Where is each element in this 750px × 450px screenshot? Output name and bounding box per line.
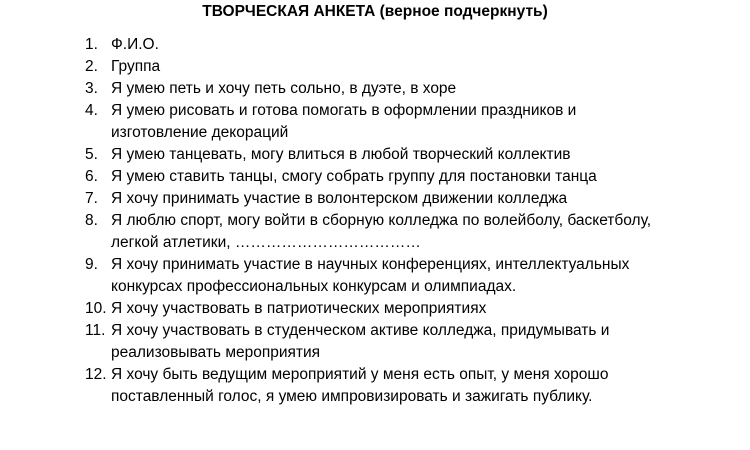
list-item	[85, 100, 735, 144]
item-text-continuation: конкурсах профессиональных конкурсам и олимпиадах.	[111, 278, 517, 295]
questionnaire-list	[85, 34, 735, 408]
item-text: Я умею ставить танцы, смогу собрать группу для постановки танца	[111, 168, 597, 185]
item-text: Я хочу принимать участие в научных конференциях, интеллектуальных	[111, 256, 630, 273]
item-text: Я хочу участвовать в патриотических мероприятиях	[111, 300, 487, 317]
item-number: 9.	[85, 256, 98, 273]
item-text: Ф.И.О.	[111, 36, 159, 53]
item-text: Я хочу быть ведущим мероприятий у меня есть опыт, у меня хорошо	[111, 366, 609, 383]
list-item	[85, 144, 735, 166]
item-text-continuation: легкой атлетики, ………………………………	[111, 234, 421, 251]
list-item	[85, 210, 735, 254]
item-text-continuation: реализовывать мероприятия	[111, 344, 321, 361]
item-number: 2.	[85, 58, 98, 75]
list-item	[85, 320, 735, 364]
list-item	[85, 188, 735, 210]
item-text: Группа	[111, 58, 161, 75]
item-text: Я умею танцевать, могу влиться в любой творческий коллектив	[111, 146, 571, 163]
item-text: Я умею петь и хочу петь сольно, в дуэте, в хоре	[111, 80, 457, 97]
item-text-continuation: поставленный голос, я умею импровизировать и зажигать публику.	[111, 388, 593, 405]
list-item	[85, 56, 735, 78]
item-number: 3.	[85, 80, 98, 97]
item-number: 11.	[85, 322, 106, 339]
list-item	[85, 78, 735, 100]
list-item	[85, 34, 735, 56]
item-number: 6.	[85, 168, 98, 185]
item-text: Я люблю спорт, могу войти в сборную колледжа по волейболу, баскетболу,	[111, 212, 652, 229]
list-item	[85, 254, 735, 298]
item-text: Я хочу участвовать в студенческом активе колледжа, придумывать и	[111, 322, 610, 339]
item-number: 1.	[85, 36, 98, 53]
page-title: ТВОРЧЕСКАЯ АНКЕТА (верное подчеркнуть)	[202, 3, 548, 20]
item-text: Я хочу принимать участие в волонтерском движении колледжа	[111, 190, 568, 207]
item-number: 10.	[85, 300, 107, 317]
list-item	[85, 364, 735, 408]
list-item	[85, 298, 735, 320]
item-number: 8.	[85, 212, 98, 229]
item-number: 5.	[85, 146, 98, 163]
item-text: Я умею рисовать и готова помогать в оформлении праздников и	[111, 102, 577, 119]
item-number: 7.	[85, 190, 98, 207]
list-item	[85, 166, 735, 188]
item-number: 4.	[85, 102, 98, 119]
item-number: 12.	[85, 366, 107, 383]
item-text-continuation: изготовление декораций	[111, 124, 289, 141]
